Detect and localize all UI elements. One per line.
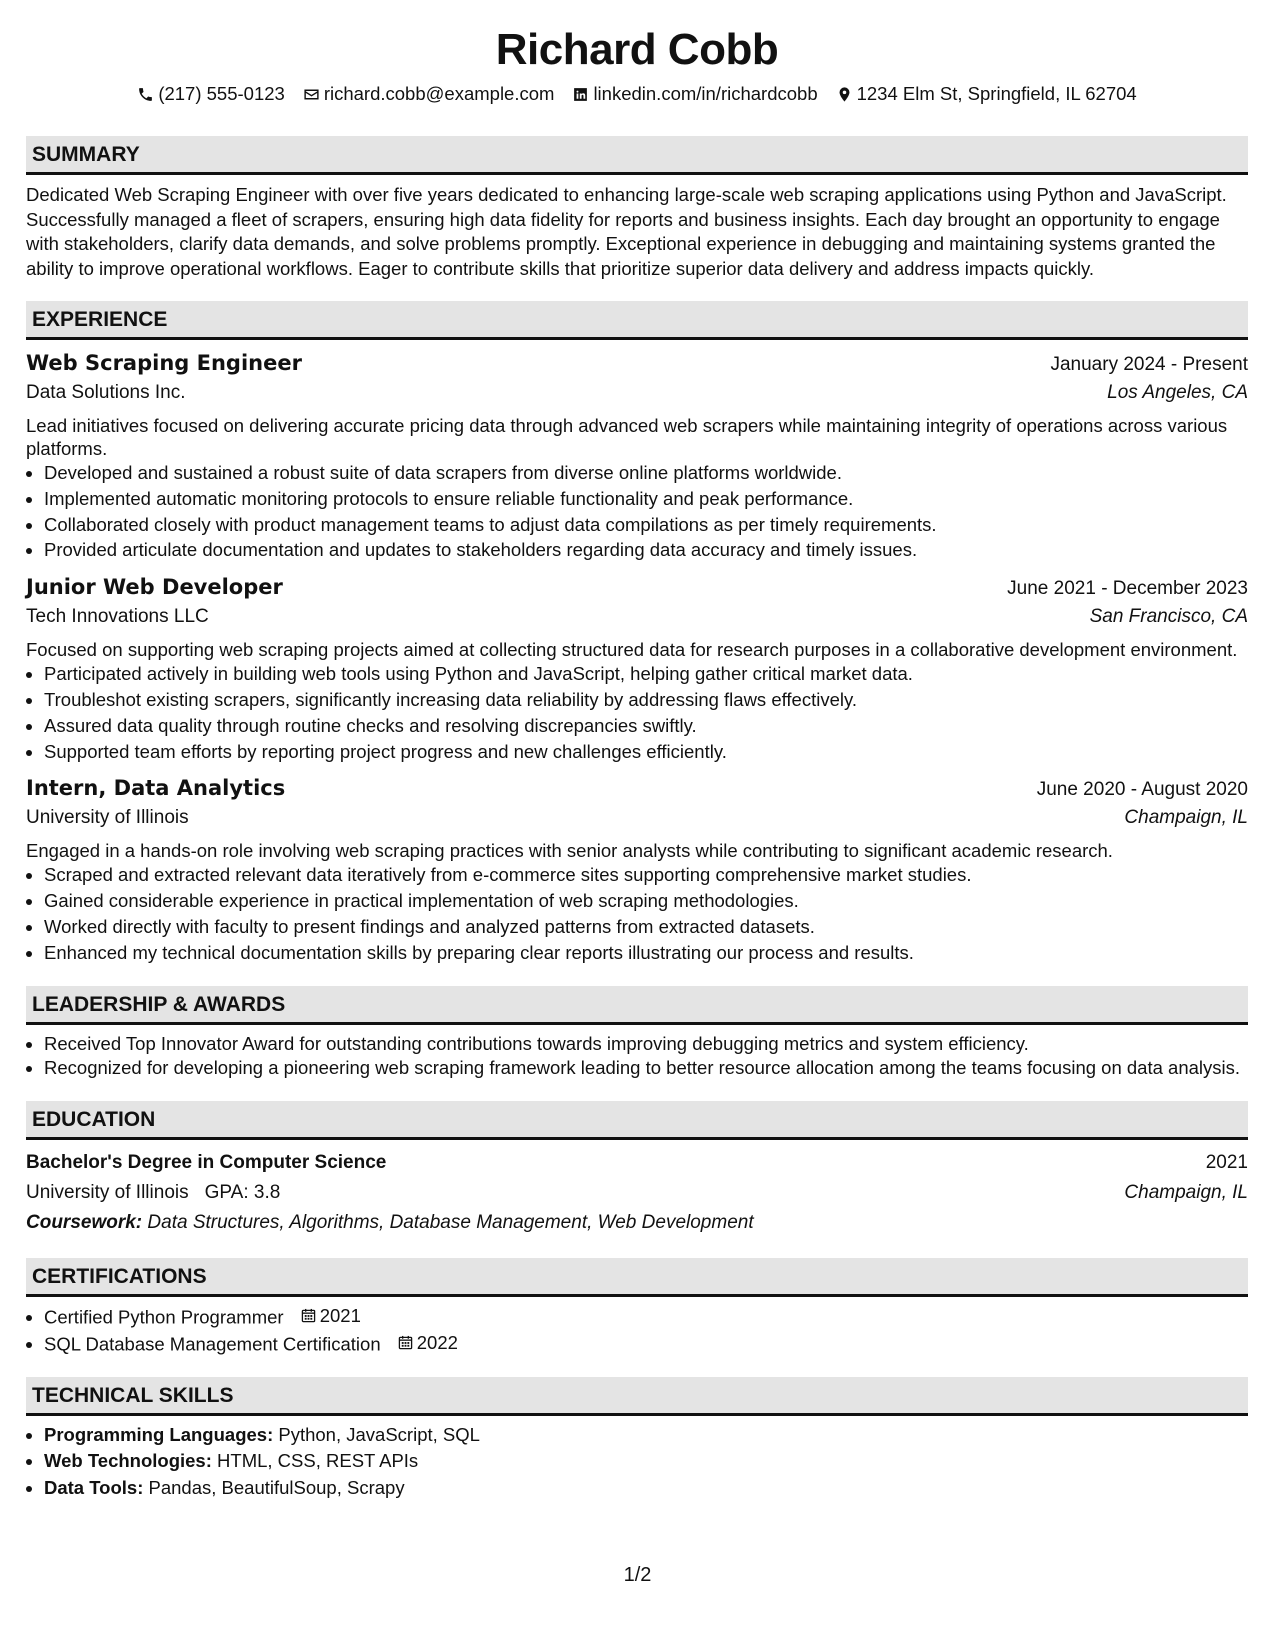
job-title: Intern, Data Analytics: [26, 776, 286, 801]
job-entry: [26, 773, 1248, 965]
email-text: richard.cobb@example.com: [323, 83, 555, 104]
job-bullet: • Troubleshot existing scrapers, significantly increasing data reliability by addressing flaws effectively.: [44, 687, 1248, 713]
certification-item: [44, 1330, 1248, 1357]
coursework: [26, 1208, 1248, 1238]
certification-year: 2021: [319, 1304, 361, 1326]
job-company: Data Solutions Inc.: [26, 382, 186, 403]
job-bullet: • Implemented automatic monitoring protocols to ensure reliable functionality and peak performance.: [44, 486, 1248, 512]
phone-icon: [137, 86, 154, 103]
certification-item: [44, 1303, 1248, 1330]
contact-email[interactable]: [303, 82, 555, 106]
skill-value: Python, JavaScript, SQL: [278, 1423, 480, 1445]
job-bullet: • Enhanced my technical documentation skills by preparing clear reports illustrating our process and results.: [44, 940, 1248, 966]
job-bullets: [26, 460, 1248, 563]
address-text: 1234 Elm St, Springfield, IL 62704: [856, 83, 1137, 104]
envelope-icon: [303, 86, 320, 103]
skill-label: Programming Languages:: [44, 1423, 274, 1445]
calendar-icon: [301, 1308, 316, 1323]
skills-heading: TECHNICAL SKILLS: [26, 1377, 1248, 1416]
awards-list: [26, 1032, 1248, 1081]
contact-linkedin[interactable]: [572, 82, 817, 106]
skills-list: [26, 1422, 1248, 1502]
job-location: Los Angeles, CA: [1107, 382, 1248, 403]
job-bullets: [26, 661, 1248, 764]
job-entry: [26, 572, 1248, 764]
skill-item: [44, 1475, 1248, 1502]
job-dates: June 2021 - December 2023: [1007, 578, 1248, 600]
certifications-heading: CERTIFICATIONS: [26, 1258, 1248, 1297]
candidate-name: Richard Cobb: [495, 25, 779, 74]
skill-label: Data Tools:: [44, 1476, 144, 1498]
job-title: Junior Web Developer: [26, 575, 283, 600]
summary-heading: SUMMARY: [26, 136, 1248, 175]
job-dates: June 2020 - August 2020: [1036, 779, 1248, 801]
job-title: Web Scraping Engineer: [26, 351, 302, 375]
job-company: University of Illinois: [26, 807, 189, 829]
skill-value: Pandas, BeautifulSoup, Scrapy: [148, 1476, 405, 1498]
certification-name: Certified Python Programmer: [44, 1305, 284, 1327]
job-bullet: • Provided articulate documentation and updates to stakeholders regarding data accuracy and timely issues.: [44, 537, 1248, 563]
phone-text: (217) 555-0123: [158, 83, 285, 104]
linkedin-text: linkedin.com/in/richardcobb: [593, 83, 818, 104]
school-name: University of Illinois: [26, 1181, 189, 1203]
job-dates: January 2024 - Present: [1050, 354, 1248, 375]
job-bullet: • Supported team efforts by reporting project progress and new challenges efficiently.: [44, 739, 1248, 765]
job-bullet: • Collaborated closely with product management teams to adjust data compilations as per timely requirements.: [44, 512, 1248, 538]
linkedin-icon: [572, 86, 589, 103]
job-location: Champaign, IL: [1124, 807, 1248, 829]
school-location: Champaign, IL: [1124, 1181, 1248, 1203]
page-number: 1/2: [623, 1564, 652, 1586]
contact-phone[interactable]: [137, 82, 285, 106]
job-bullet: • Worked directly with faculty to present findings and analyzed patterns from extracted datasets.: [44, 914, 1248, 940]
map-pin-icon: [836, 86, 853, 103]
education-entry: [26, 1148, 1248, 1238]
job-summary: Lead initiatives focused on delivering accurate pricing data through advanced web scrapers while maintaining integrity of operations across various platforms.: [26, 415, 1228, 459]
skill-label: Web Technologies:: [44, 1450, 212, 1472]
job-bullet: • Developed and sustained a robust suite of data scrapers from diverse online platforms worldwide.: [44, 460, 1248, 486]
degree-year: 2021: [1205, 1151, 1248, 1173]
school-line: [26, 1178, 280, 1208]
job-summary: Engaged in a hands-on role involving web scraping practices with senior analysts while contributing to significant academic research.: [26, 840, 1113, 862]
certification-year: 2022: [416, 1331, 458, 1353]
gpa: GPA: 3.8: [204, 1181, 281, 1203]
coursework-list: Data Structures, Algorithms, Database Management, Web Development: [147, 1211, 754, 1233]
job-entry: [26, 348, 1248, 563]
award-item: • Received Top Innovator Award for outstanding contributions towards improving debugging metrics and system efficiency.: [44, 1032, 1248, 1057]
calendar-icon: [398, 1335, 413, 1350]
awards-heading: LEADERSHIP & AWARDS: [26, 986, 1248, 1025]
job-bullet: • Gained considerable experience in practical implementation of web scraping methodologies.: [44, 888, 1248, 914]
job-bullet: • Assured data quality through routine checks and resolving discrepancies swiftly.: [44, 713, 1248, 739]
job-bullet: • Participated actively in building web tools using Python and JavaScript, helping gather critical market data.: [44, 661, 1248, 687]
education-heading: EDUCATION: [26, 1101, 1248, 1140]
job-summary: Focused on supporting web scraping projects aimed at collecting structured data for research purposes in a collaborative development environment.: [26, 639, 1238, 661]
job-bullet: • Scraped and extracted relevant data iteratively from e-commerce sites supporting comprehensive market studies.: [44, 862, 1248, 888]
summary-text: Dedicated Web Scraping Engineer with over five years dedicated to enhancing large-scale web scraping applications using Python and JavaScript. Successfully managed a fleet of scrapers, ensuring high data fidelity for reports and business insights. Each day brought an opportunity to engage with stakeholders, clarify data demands, and solve problems promptly. Exceptional experience in debugging and maintaining systems granted the ability to improve operational workflows. Eager to contribute skills that prioritize superior data delivery and address impacts quickly.: [26, 184, 1227, 279]
contact-address: [836, 82, 1137, 106]
experience-heading: EXPERIENCE: [26, 301, 1248, 340]
job-bullets: [26, 862, 1248, 965]
job-location: San Francisco, CA: [1089, 606, 1248, 628]
resume-page: [26, 0, 1248, 1501]
job-company: Tech Innovations LLC: [26, 606, 209, 628]
skill-item: [44, 1448, 1248, 1475]
contact-bar: [26, 82, 1248, 106]
award-item: • Recognized for developing a pioneering web scraping framework leading to better resource allocation among the teams focusing on data analysis.: [44, 1056, 1248, 1081]
coursework-label: Coursework:: [26, 1211, 143, 1233]
skill-value: HTML, CSS, REST APIs: [217, 1450, 419, 1472]
certification-date: [398, 1330, 458, 1356]
certifications-list: [26, 1303, 1248, 1357]
certification-date: [301, 1303, 361, 1329]
skill-item: [44, 1422, 1248, 1449]
degree-title: Bachelor's Degree in Computer Science: [26, 1151, 387, 1173]
certification-name: SQL Database Management Certification: [44, 1333, 381, 1355]
